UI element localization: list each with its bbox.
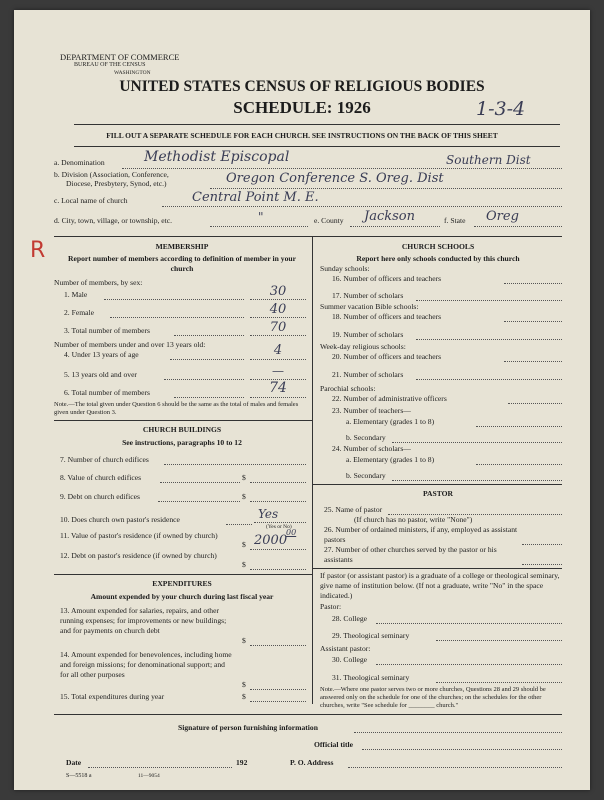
date-year: 192 — [236, 758, 248, 767]
q24a-label: a. Elementary (grades 1 to 8) — [346, 455, 435, 464]
state-label: f. State — [444, 216, 466, 225]
q24-label: 24. Number of scholars— — [332, 444, 411, 453]
denomination-label: a. Denomination — [54, 158, 105, 167]
pastor-sublabel: Pastor: — [320, 602, 342, 611]
schools-subheading: Report here only schools conducted by this church — [356, 254, 520, 263]
red-review-mark: R — [30, 238, 46, 263]
q21-label: 21. Number of scholars — [332, 370, 404, 379]
q12-dollar: $ — [242, 560, 246, 569]
official-title-label: Official title — [314, 740, 354, 749]
q5-label: 5. 13 years old and over — [64, 370, 137, 379]
po-address-label: P. O. Address — [290, 758, 334, 767]
q26-label: 26. Number of ordained ministers, if any, employed as assistant pastors — [324, 525, 518, 544]
q14-dollar: $ — [242, 680, 246, 689]
date-label: Date — [66, 758, 82, 767]
q10-value: Yes — [258, 507, 279, 521]
q25-label: 25. Name of pastor — [324, 505, 383, 514]
q1-value: 30 — [269, 284, 287, 299]
q6-value: 74 — [269, 380, 287, 396]
q22-label: 22. Number of administrative officers — [332, 394, 447, 403]
print-number: 11—9054 — [138, 773, 160, 779]
q25-hint: (If church has no pastor, write "None") — [354, 515, 473, 524]
q4-label: 4. Under 13 years of age — [64, 350, 139, 359]
form-title: UNITED STATES CENSUS OF RELIGIOUS BODIES — [119, 78, 485, 95]
q12-label: 12. Debt on pastor's residence (if owned by church) — [60, 551, 217, 560]
q11-value: 2000 — [254, 533, 288, 548]
assistant-sublabel: Assistant pastor: — [320, 644, 371, 653]
signature-label: Signature of person furnishing information — [178, 723, 318, 732]
form-number: S—5518 a — [66, 773, 92, 779]
yes-no-hint: (Yes or No) — [266, 524, 292, 530]
pastor-note: Note.—Where one pastor serves two or more churches, Questions 28 and 29 should be answered only on the schedule for one of the churches; on the schedules for the other churches, write "See schedule for ________ church." — [320, 686, 546, 709]
q19-label: 19. Number of scholars — [332, 330, 404, 339]
schools-heading: CHURCH SCHOOLS — [401, 242, 475, 251]
department-label: DEPARTMENT OF COMMERCE — [60, 52, 180, 62]
church-name-label: c. Local name of church — [54, 196, 128, 205]
bureau-label: BUREAU OF THE CENSUS — [74, 62, 146, 68]
q6-label: 6. Total number of members — [64, 388, 151, 397]
q27-label: 27. Number of other churches served by the pastor or his assistants — [324, 545, 497, 564]
q2-label: 2. Female — [64, 308, 94, 317]
handwritten-file-number: 1-3-4 — [476, 98, 526, 120]
q11-dollar: $ — [242, 540, 246, 549]
q30-label: 30. College — [332, 655, 368, 664]
q20-label: 20. Number of officers and teachers — [332, 352, 442, 361]
county-label: e. County — [314, 216, 344, 225]
city-label: WASHINGTON — [114, 70, 151, 76]
q3-value: 70 — [269, 320, 287, 335]
membership-note: Note.—The total given under Question 6 should be the same as the total of males and females given under Question 3. — [54, 401, 299, 416]
membership-heading: MEMBERSHIP — [155, 242, 209, 251]
q1-label: 1. Male — [64, 290, 88, 299]
q23b-label: b. Secondary — [346, 433, 386, 442]
division-value: Oregon Conference S. Oreg. Dist — [226, 171, 444, 186]
county-value: Jackson — [364, 209, 415, 224]
q23-label: 23. Number of teachers— — [332, 406, 411, 415]
by-sex-label: Number of members, by sex: — [54, 278, 143, 287]
q23a-label: a. Elementary (grades 1 to 8) — [346, 417, 435, 426]
q24b-label: b. Secondary — [346, 471, 386, 480]
q13-dollar: $ — [242, 636, 246, 645]
q3-label: 3. Total number of members — [64, 326, 151, 335]
q15-dollar: $ — [242, 692, 246, 701]
q5-value: — — [272, 364, 284, 378]
graduate-instruction: If pastor (or assistant pastor) is a graduate of a college or theological seminary, give name of institution below. (If not a graduate, write "No" in the space indicated.) — [320, 571, 560, 600]
q31-label: 31. Theological seminary — [332, 673, 410, 682]
q17-label: 17. Number of scholars — [332, 291, 404, 300]
state-value: Oreg — [486, 209, 519, 224]
q16-label: 16. Number of officers and teachers — [332, 274, 442, 283]
q28-label: 28. College — [332, 614, 368, 623]
q15-label: 15. Total expenditures during year — [60, 692, 165, 701]
q8-dollar: $ — [242, 473, 246, 482]
denomination-district: Southern Dist — [446, 153, 531, 167]
denomination-value: Methodist Episcopal — [144, 149, 290, 165]
q11-label: 11. Value of pastor's residence (if owned by church) — [60, 531, 218, 540]
q9-dollar: $ — [242, 492, 246, 501]
buildings-heading: CHURCH BUILDINGS — [142, 425, 222, 434]
parochial-label: Parochial schools: — [320, 384, 376, 393]
city-field-value: " — [258, 210, 264, 224]
church-name-value: Central Point M. E. — [192, 190, 319, 205]
q9-label: 9. Debt on church edifices — [60, 492, 140, 501]
weekday-label: Week-day religious schools: — [320, 342, 406, 351]
membership-subheading: Report number of members according to definition of member in your church — [68, 254, 296, 273]
buildings-subheading: See instructions, paragraphs 10 to 12 — [122, 438, 242, 447]
q8-label: 8. Value of church edifices — [60, 473, 142, 482]
division-label-2: Diocese, Presbytery, Synod, etc.) — [66, 179, 167, 188]
q10-label: 10. Does church own pastor's residence — [60, 515, 180, 524]
q29-label: 29. Theological seminary — [332, 631, 410, 640]
q11-cents: 00 — [286, 528, 297, 537]
city-field-label: d. City, town, village, or township, etc. — [54, 216, 173, 225]
q13-label: 13. Amount expended for salaries, repairs, and other running expenses; for improvements or new buildings; and for payments on church debt — [60, 606, 227, 635]
division-label: b. Division (Association, Conference, — [54, 170, 169, 179]
summer-label: Summer vacation Bible schools: — [320, 302, 419, 311]
q14-label: 14. Amount expended for benevolences, including home and foreign missions; for denominational support; and for all other purposes — [60, 650, 232, 679]
under-over-label: Number of members under and over 13 years old: — [54, 340, 206, 349]
q4-value: 4 — [273, 343, 283, 358]
pastor-heading: PASTOR — [422, 489, 454, 498]
expenditures-heading: EXPENDITURES — [152, 579, 212, 588]
q2-value: 40 — [269, 302, 287, 317]
q7-label: 7. Number of church edifices — [60, 455, 149, 464]
q18-label: 18. Number of officers and teachers — [332, 312, 442, 321]
instruction-line: FILL OUT A SEPARATE SCHEDULE FOR EACH CHURCH. SEE INSTRUCTIONS ON THE BACK OF THIS SHEET — [106, 131, 498, 140]
sunday-label: Sunday schools: — [320, 264, 370, 273]
census-form-page — [14, 10, 590, 790]
schedule-title: SCHEDULE: 1926 — [233, 98, 371, 117]
expenditures-subheading: Amount expended by your church during last fiscal year — [90, 592, 274, 601]
